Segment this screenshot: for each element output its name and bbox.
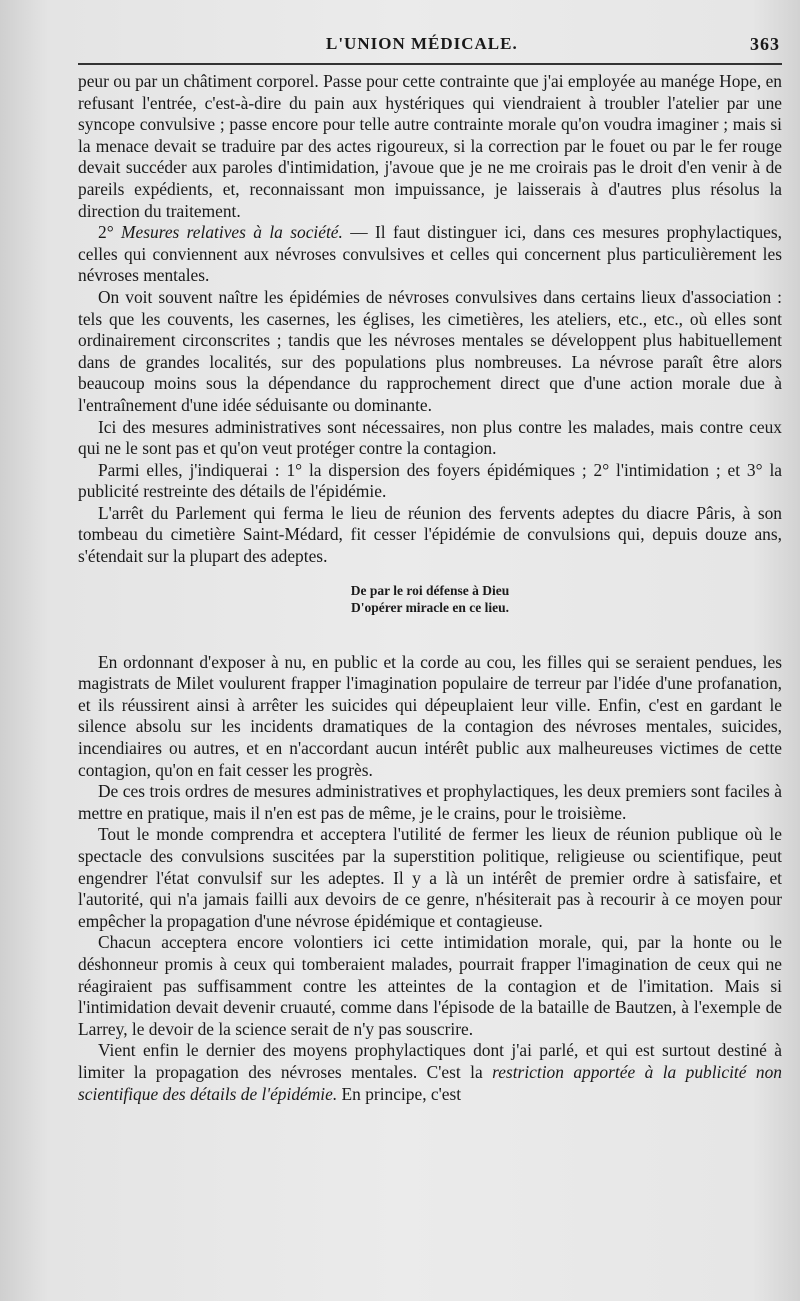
text-run: Vient enfin le dernier des moyens prophylactiques dont j'ai parlé, et qui est surtout destiné à limiter la propagation des névroses mentales. C'est la <box>78 1040 782 1082</box>
paragraph <box>78 1040 782 1105</box>
text-run: L'arrêt du Parlement qui ferma le lieu de réunion des fervents adeptes du diacre Pâris, à son tombeau du cimetière Saint-Médard, fit cesser l'épidémie de convulsions qui, depuis douze ans, s'étendait sur la plupart des adeptes. <box>78 502 782 567</box>
text-run: De ces trois ordres de mesures administratives et prophylactiques, les deux premiers sont faciles à mettre en pratique, mais il n'en est pas de même, je le crains, pour le troisième. <box>78 781 782 823</box>
header-rule <box>78 63 782 65</box>
paragraphs-after-notice <box>78 652 782 1105</box>
paragraph <box>78 824 782 932</box>
notice-line: De par le roi défense à Dieu <box>350 582 510 598</box>
text-run: peur ou par un châtiment corporel. Passe pour cette contrainte que j'ai employée au manége Hope, en refusant l'entrée, c'est-à-dire du pain aux hystériques qui viendraient à troubler l'atelier par une syncope convulsive ; passe encore pour telle autre contrainte morale qu'on voudra imaginer ; mais si la menace devait se traduire par des actes rigoureux, si la correction par le fouet ou par le fer rouge devait succéder aux paroles d'intimidation, j'avoue que je ne me croirais pas le droit d'en venir à de pareils expédients, et, reconnaissant mon impuissance, je laisserais à d'autres plus résolus la direction du traitement. <box>78 71 782 221</box>
quoted-notice <box>78 582 782 616</box>
notice-line: D'opérer miracle en ce lieu. <box>350 599 510 615</box>
paragraph <box>78 222 782 287</box>
page-number: 363 <box>750 34 780 54</box>
text-run: Chacun acceptera encore volontiers ici cette intimidation morale, qui, par la honte ou le déshonneur promis à ceux qui tomberaient malades, pourrait frapper l'imagination de ceux qui ne réagiraient pas suffisamment contre les atteintes de la contagion et de l'imitation. Mais si l'intimidation devait devenir cruauté, comme dans l'épisode de la bataille de Bautzen, à l'exemple de Larrey, le devoir de la science serait de n'y pas souscrire. <box>78 932 782 1039</box>
italic-text: restriction apportée à la publicité non scientifique des détails de l'épidémie. <box>78 1061 782 1104</box>
text-run: 2° <box>98 222 122 243</box>
text-run: — Il faut distinguer ici, dans ces mesures prophylactiques, celles qui conviennent aux névroses convulsives et celles qui concernent plus particulièrement les névroses mentales. <box>78 222 783 286</box>
text-run: On voit souvent naître les épidémies de névroses convulsives dans certains lieux d'association : tels que les couvents, les casernes, les églises, les cimetières, les ateliers, etc., etc., où elles sont ordinairement circonscrites ; tandis que les névroses mentales se développent plus habituellement dans de grandes localités, sur des populations plus nombreuses. La névrose paraît être alors beaucoup moins sous la dépendance du rapprochement direct que d'une action morale due à l'entraînement d'une idée séduisante ou dominante. <box>78 286 782 415</box>
paragraphs-before-notice <box>78 71 782 568</box>
italic-text: Mesures relatives à la société. <box>121 222 343 243</box>
paragraph <box>78 932 782 1040</box>
running-header <box>78 30 782 60</box>
text-run: Ici des mesures administratives sont nécessaires, non plus contre les malades, mais contre ceux qui ne le sont pas et qu'on veut protéger contre la contagion. <box>78 416 782 459</box>
text-run: Parmi elles, j'indiquerai : 1° la dispersion des foyers épidémiques ; 2° l'intimidation ; et 3° la publicité restreinte des détails de l'épidémie. <box>78 459 782 502</box>
text-run: Tout le monde comprendra et acceptera l'utilité de fermer les lieux de réunion publique où le spectacle des convulsions suscitées par la superstition politique, religieuse ou scientifique, peut engendrer l'état convulsif sur les adeptes. Il y a là un intérêt de premier ordre à satisfaire, et l'autorité, qui n'a jamais failli aux devoirs de ce genre, n'hésiterait pas à recourir à ce moyen pour empêcher la propagation d'une névrose épidémique et contagieuse. <box>78 824 782 931</box>
paragraph <box>78 460 782 503</box>
journal-title: L'UNION MÉDICALE. <box>326 34 518 53</box>
article-body <box>78 71 782 1105</box>
paragraph <box>78 287 782 417</box>
paragraph <box>78 71 782 222</box>
text-run: En principe, c'est <box>337 1083 462 1104</box>
paragraph <box>78 652 782 782</box>
paragraph <box>78 417 782 460</box>
paragraph <box>78 781 782 824</box>
text-run: En ordonnant d'exposer à nu, en public et la corde au cou, les filles qui se seraient pendues, les magistrats de Milet voulurent frapper l'imagination populaire de terreur par l'idée d'une profanation, et ils réussirent ainsi à arrêter les suicides qui dépeuplaient leur ville. Enfin, c'est en gardant le silence absolu sur les incidents dramatiques de la contagion des névroses mentales, suicides, incendiaires ou autres, et en n'accordant aucun intérêt public aux malheureuses victimes de cette contagion, qu'on en fait cesser les progrès. <box>78 651 782 780</box>
paragraph <box>78 503 782 568</box>
